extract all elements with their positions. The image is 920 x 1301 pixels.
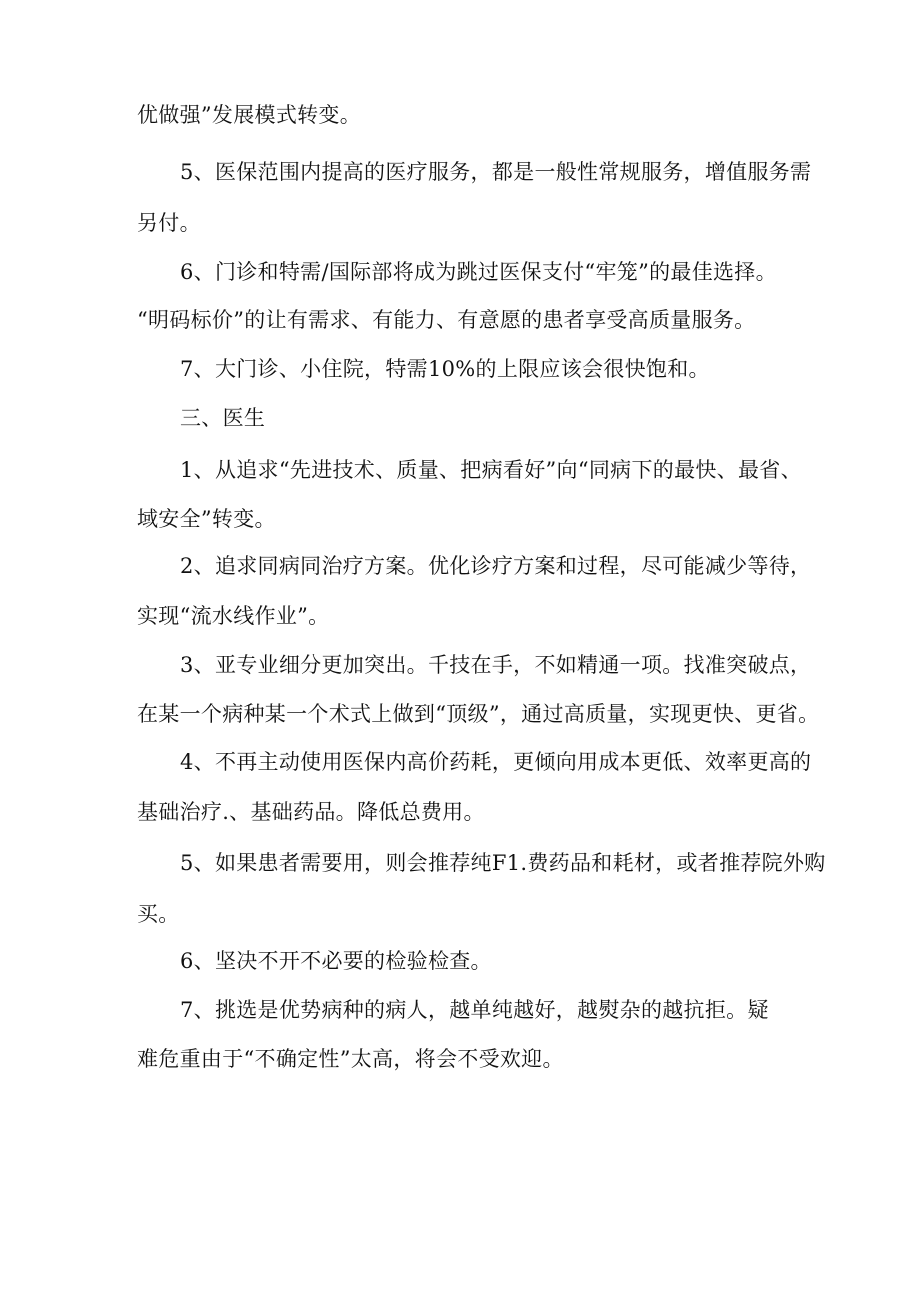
text-line-19: 7、挑选是优势病种的病人，越单纯越好，越熨杂的越抗拒。疑 bbox=[180, 998, 769, 1022]
text-line-10: 2、追求同病同治疗方案。优化诊疗方案和过程，尽可能减少等待， bbox=[180, 554, 812, 578]
text-line-6: 7、大门诊、小住院，特需10%的上限应该会很快饱和。 bbox=[180, 357, 710, 381]
text-line-9: 域安全”转变。 bbox=[137, 507, 276, 531]
text-line-16: 5、如果患者需要用，则会推荐纯F1.费药品和耗材，或者推荐院外购 bbox=[180, 851, 826, 875]
text-line-3: 另付。 bbox=[137, 211, 201, 235]
text-line-13: 在某一个病种某一个术式上做到“顶级”，通过高质量，实现更快、更省。 bbox=[137, 702, 820, 726]
text-line-15: 基础治疗.、基础药品。降低总费用。 bbox=[137, 800, 485, 824]
text-line-1: 优做强”发展模式转变。 bbox=[137, 103, 362, 127]
text-line-20: 难危重由于“不确定性”太高，将会不受欢迎。 bbox=[137, 1047, 564, 1071]
text-line-8: 1、从追求“先进技术、质量、把病看好”向“同病下的最快、最省、 bbox=[180, 458, 802, 482]
text-line-5: “明码标价”的让有需求、有能力、有意愿的患者享受高质量服务。 bbox=[137, 308, 756, 332]
text-line-11: 实现“流水线作业”。 bbox=[137, 604, 330, 628]
text-line-14: 4、不再主动使用医保内高价药耗，更倾向用成本更低、效率更高的 bbox=[180, 750, 812, 774]
text-line-4: 6、门诊和特需/国际部将成为跳过医保支付“牢笼”的最佳选择。 bbox=[180, 260, 777, 284]
section-heading: 三、医生 bbox=[180, 406, 266, 430]
text-line-12: 3、亚专业细分更加突出。千技在手，不如精通一项。找准突破点， bbox=[180, 653, 812, 677]
text-line-17: 买。 bbox=[137, 902, 180, 926]
text-line-2: 5、医保范围内提高的医疗服务，都是一般性常规服务，增值服务需 bbox=[180, 160, 812, 184]
text-line-18: 6、坚决不开不必要的检验检查。 bbox=[180, 949, 492, 973]
